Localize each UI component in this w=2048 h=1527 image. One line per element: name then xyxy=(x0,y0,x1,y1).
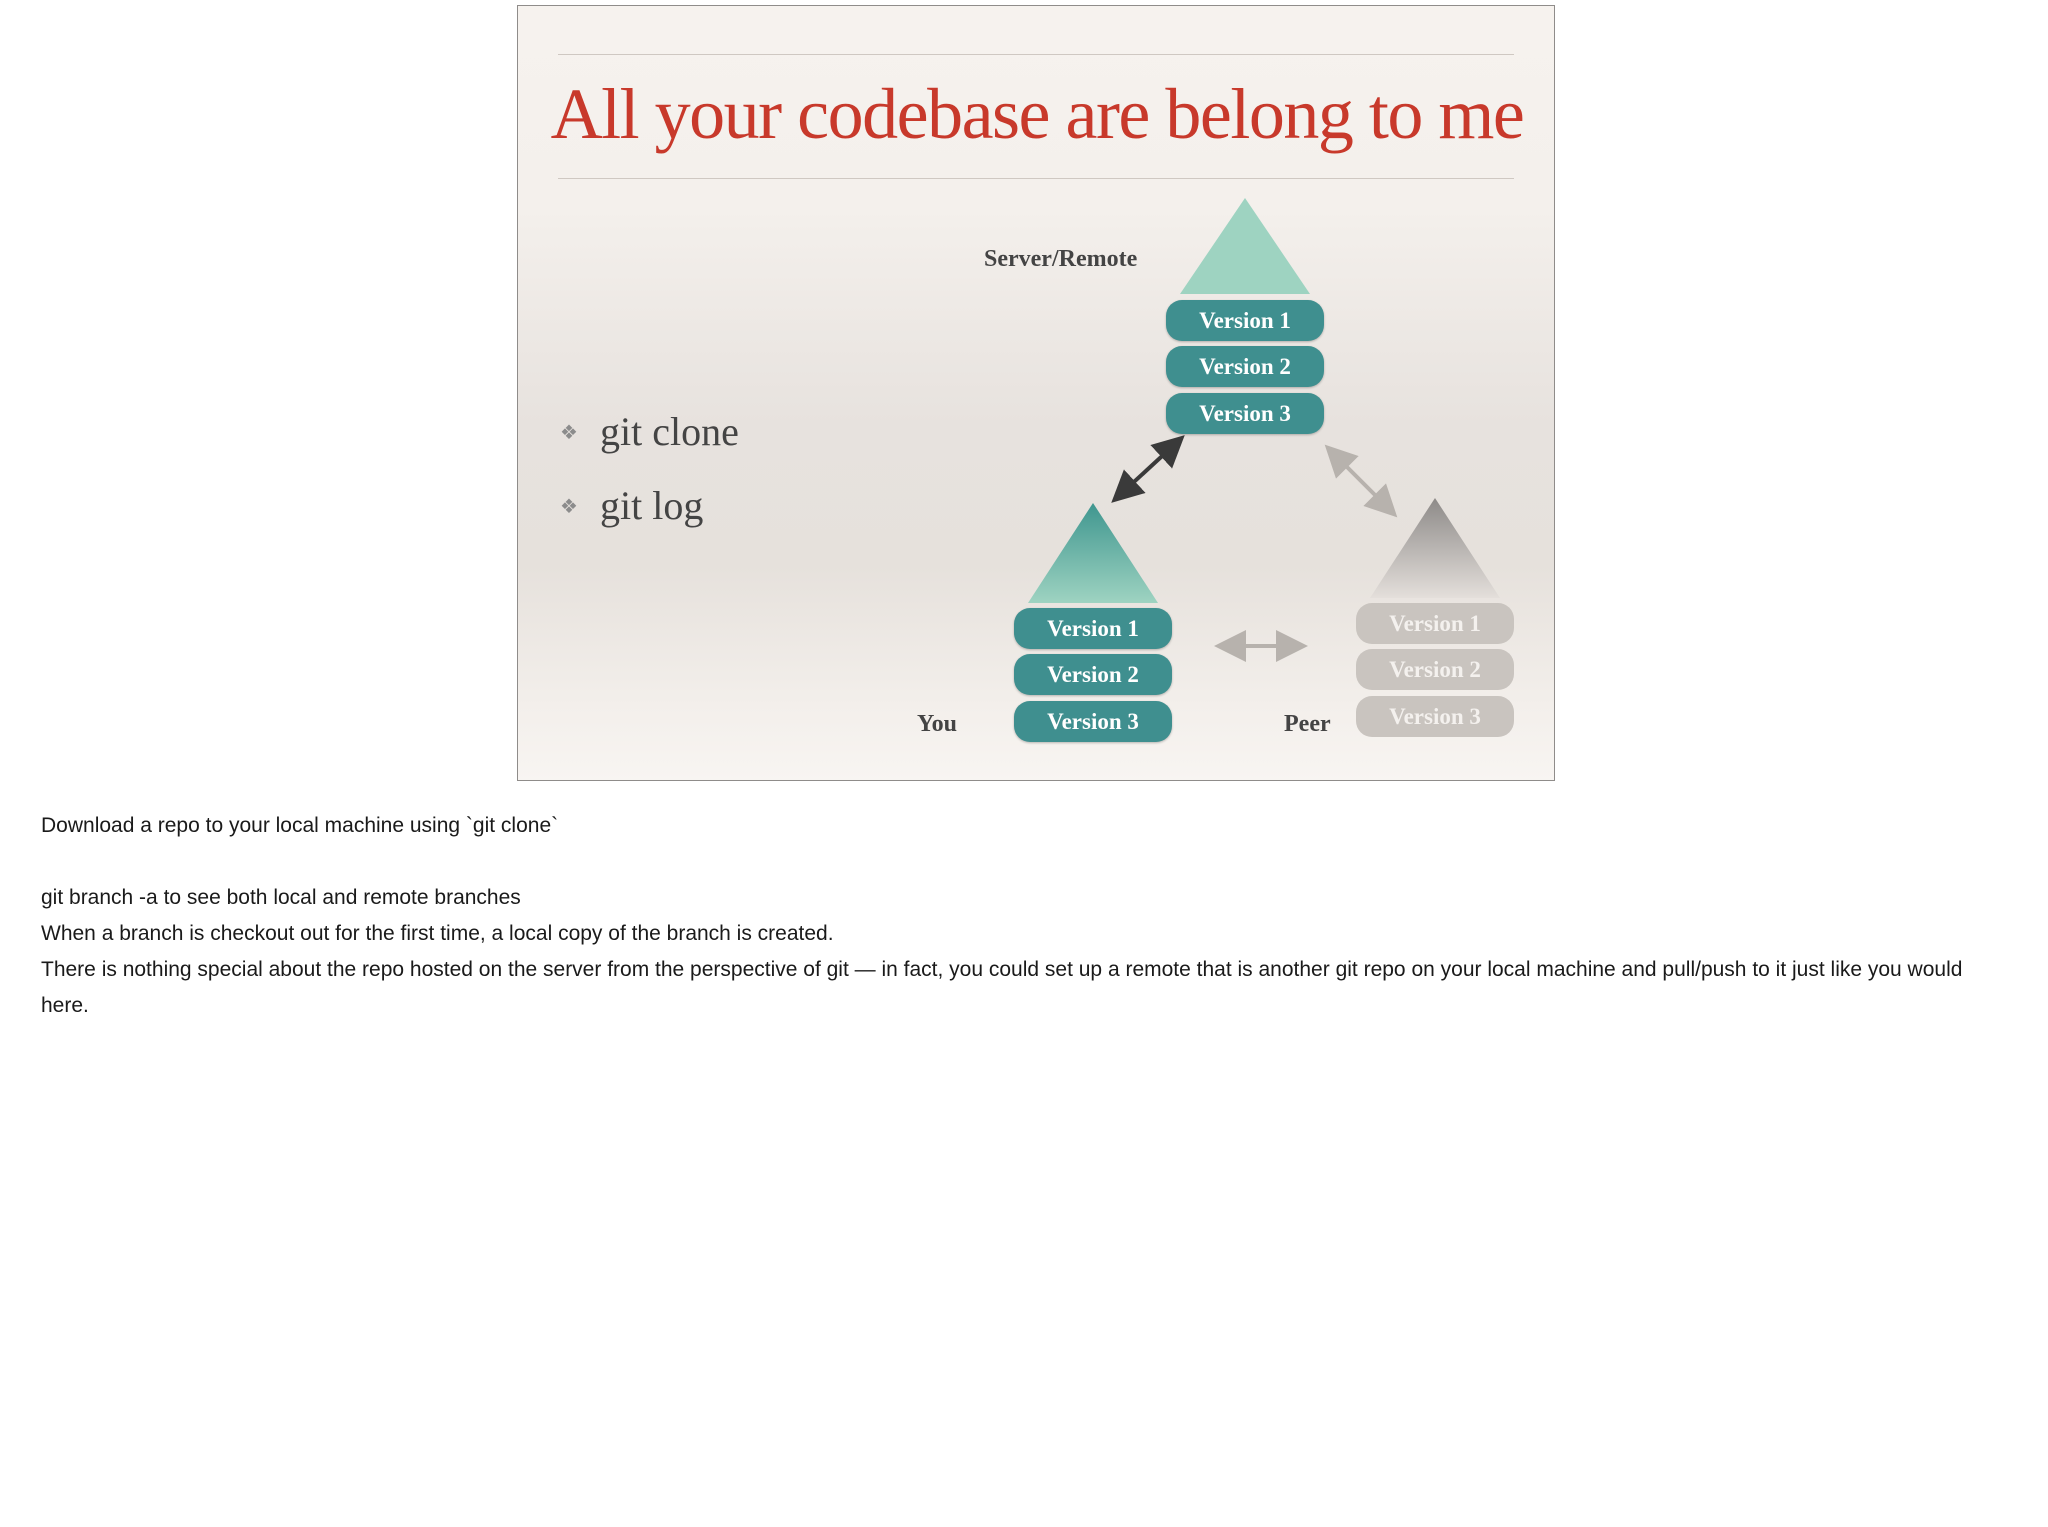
peer-triangle-icon xyxy=(1370,498,1500,598)
notes-line xyxy=(41,844,2011,880)
notes-line: There is nothing special about the repo hosted on the server from the perspective of git — in fact, you could set up a remote that is another git repo on your local machine and pull/push to it just like you would here. xyxy=(41,958,1963,1017)
slide xyxy=(517,5,1555,781)
peer-version-pill: Version 1 xyxy=(1356,603,1514,644)
server-triangle-icon xyxy=(1180,198,1310,294)
server-version-pill: Version 1 xyxy=(1166,300,1324,341)
notes-line: When a branch is checkout out for the first time, a local copy of the branch is created. xyxy=(41,922,834,945)
server-remote-label: Server/Remote xyxy=(984,246,1138,272)
bullet-text: git log xyxy=(600,483,704,528)
diamond-bullet-icon: ❖ xyxy=(560,422,578,444)
you-label: You xyxy=(917,711,958,737)
slide-title: All your codebase are belong to me xyxy=(550,74,1524,154)
you-version-pill: Version 3 xyxy=(1014,701,1172,742)
notes-line: git branch -a to see both local and remote branches xyxy=(41,886,521,909)
speaker-notes xyxy=(41,808,2011,1024)
server-version-pill: Version 2 xyxy=(1166,346,1324,387)
you-version-pill: Version 2 xyxy=(1014,654,1172,695)
diamond-bullet-icon: ❖ xyxy=(560,496,578,518)
peer-version-pill: Version 2 xyxy=(1356,649,1514,690)
peer-version-pill: Version 3 xyxy=(1356,696,1514,737)
notes-line: Download a repo to your local machine using `git clone` xyxy=(41,814,559,837)
peer-label: Peer xyxy=(1284,711,1331,737)
you-version-pill: Version 1 xyxy=(1014,608,1172,649)
you-triangle-icon xyxy=(1028,503,1158,603)
arrow-you-server xyxy=(1123,446,1173,492)
server-version-pill: Version 3 xyxy=(1166,393,1324,434)
bullet-text: git clone xyxy=(600,409,739,454)
